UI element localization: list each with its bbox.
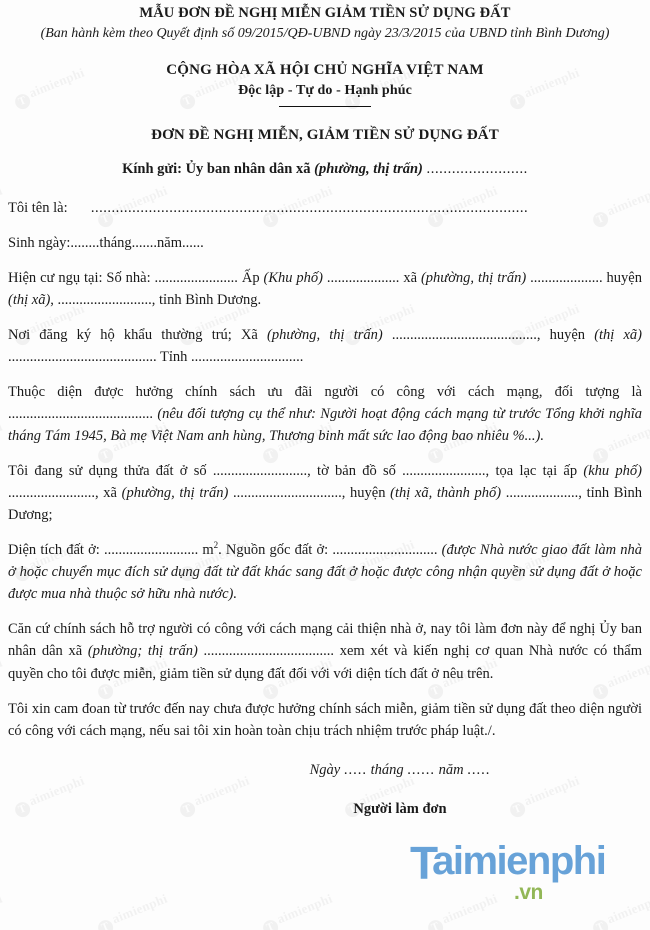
recipient-office: Ủy ban nhân dân xã: [185, 160, 311, 177]
paragraph-parcel: [8, 460, 642, 526]
national-motto: Độc lập - Tự do - Hạnh phúc: [238, 82, 412, 98]
watermark-logo-icon: [426, 918, 446, 930]
watermark-logo-icon: [261, 918, 281, 930]
signature-block: [8, 762, 642, 818]
area-superscript: 2: [213, 540, 219, 551]
parcel-part3: .............................., huyện: [228, 485, 391, 502]
watermark-tile-text: [110, 891, 170, 927]
date-year-label: năm: [438, 761, 464, 778]
date-year-blank: .....: [467, 761, 491, 778]
request-part1: Căn cứ chính sách hỗ trợ người có công với cách mạng cải thiện nhà ở, nay tôi làm đơn này để nghị Ủy ban nhân dân xã: [8, 621, 642, 660]
national-title: CỘNG HÒA XÃ HỘI CHỦ NGHĨA VIỆT NAM: [166, 61, 484, 78]
watermark-tile: [0, 891, 6, 930]
residence-part4: , .........................., tỉnh Bình Dương.: [50, 292, 262, 309]
date-day-label: Ngày: [309, 761, 341, 778]
paragraph-residence: [8, 267, 642, 311]
divider-rule: [279, 106, 371, 107]
watermark-tile-text: [0, 891, 4, 927]
application-title: ĐƠN ĐỀ NGHỊ MIỄN, GIẢM TIỀN SỬ DỤNG ĐẤT: [151, 126, 499, 143]
area-note1: (được Nhà nước giao đất làm nhà ở hoặc chuyển mục đích sử dụng đất từ đất khác sang đất ở hoặc được công nhận quyền sử dụng đất ở hoặc được mua nhà thuộc sở hữu nhà nước).: [8, 542, 642, 603]
document-body: [0, 4, 650, 818]
parcel-note1: (khu phố): [583, 463, 642, 480]
watermark-tile: [94, 891, 171, 930]
parcel-note3: (thị xã, thành phố): [390, 485, 502, 502]
household-note1: (phường, thị trấn): [267, 327, 383, 344]
request-part2: .................................... xem xét và kiến nghị cơ quan Nhà nước có thẩm quyền cho tôi được miễn, giảm tiền sử dụng đất đối với với diện tích đất ở nêu trên.: [8, 643, 642, 682]
residence-part2: .................... xã: [323, 270, 421, 287]
watermark-tile: [424, 891, 501, 930]
date-month-blank: ......: [407, 761, 436, 778]
paragraph-household: [8, 324, 642, 368]
taimienphi-logo-watermark: [410, 837, 606, 904]
household-note2: (thị xã): [594, 327, 642, 344]
date-day-blank: .....: [343, 761, 367, 778]
signature-role-label: Người làm đơn: [353, 800, 447, 817]
paragraph-area: [8, 539, 642, 605]
household-part2: ........................................, huyện: [382, 327, 595, 344]
logo-wordmark: aimienphi: [432, 839, 606, 883]
date-month-label: tháng: [370, 761, 404, 778]
field-name-blank: ..........................................................................................................: [90, 199, 529, 216]
paragraph-pledge: Tôi xin cam đoan từ trước đến nay chưa được hưởng chính sách miễn, giảm tiền sử dụng đất theo diện người có công với cách mạng, nếu sai tôi xin hoàn toàn chịu trách nhiệm trước pháp luật./.: [8, 700, 642, 739]
recipient-office-note: (phường, thị trấn): [314, 160, 423, 177]
recipient-line: [8, 161, 642, 178]
paragraph-policy: [8, 381, 642, 447]
area-part1: Diện tích đất ở: .......................... m: [8, 542, 214, 559]
field-birth-line: Sinh ngày:........tháng.......năm......: [8, 235, 204, 252]
policy-note1: (nêu đối tượng cụ thể như: Người hoạt động cách mạng từ trước Tổng khởi nghĩa tháng Tám 1945, Bà mẹ Việt Nam anh hùng, Thương binh mất sức lao động bao nhiêu %...).: [8, 406, 643, 445]
field-name-label: Tôi tên là:: [8, 199, 68, 216]
logo-tld: .vn: [514, 881, 543, 904]
request-note1: (phường; thị trấn): [87, 643, 198, 660]
residence-note1: (Khu phố): [263, 270, 323, 287]
signature-date-line: [8, 762, 642, 779]
watermark-tile-text: [440, 891, 500, 927]
page-title: MẪU ĐƠN ĐỀ NGHỊ MIỄN GIẢM TIỀN SỬ DỤNG ĐẤT: [139, 5, 511, 21]
watermark-tile-text: [275, 891, 335, 927]
paragraph-request: [8, 618, 642, 684]
parcel-part4: ...................., tỉnh Bình Dương;: [8, 485, 642, 524]
policy-part1: Thuộc diện được hưởng chính sách ưu đãi người có công với cách mạng, đối tượng là ........................................: [8, 384, 642, 423]
parcel-note2: (phường, thị trấn): [121, 485, 229, 502]
recipient-blank: ........................: [426, 160, 528, 177]
household-part3: ......................................... Tỉnh ...............................: [8, 349, 304, 366]
watermark-tile: [259, 891, 336, 930]
household-part1: Nơi đăng ký hộ khẩu thường trú; Xã: [8, 327, 268, 344]
document-subtitle: (Ban hành kèm theo Quyết định số 09/2015/QĐ-UBND ngày 23/3/2015 của UBND tỉnh Bình Dương): [40, 26, 610, 42]
watermark-logo-icon: [591, 918, 611, 930]
recipient-label: Kính gửi:: [122, 160, 182, 177]
parcel-part1: Tôi đang sử dụng thửa đất ở số .........................., tờ bản đồ số ......................., tọa lạc tại ấp: [8, 463, 584, 480]
field-name-line: [8, 197, 642, 219]
residence-part3: .................... huyện: [526, 270, 642, 287]
residence-note3: (thị xã): [8, 292, 51, 309]
watermark-tile-text: [605, 891, 650, 927]
residence-part1: Hiện cư ngụ tại: Số nhà: ....................... Ấp: [8, 270, 264, 287]
watermark-tile: [589, 891, 650, 930]
parcel-part2: ........................, xã: [8, 485, 122, 502]
logo-letter-t: T: [410, 837, 437, 889]
watermark-logo-icon: [96, 918, 116, 930]
residence-note2: (phường, thị trấn): [420, 270, 527, 287]
area-part2: . Nguồn gốc đất ở: .............................: [218, 542, 442, 559]
